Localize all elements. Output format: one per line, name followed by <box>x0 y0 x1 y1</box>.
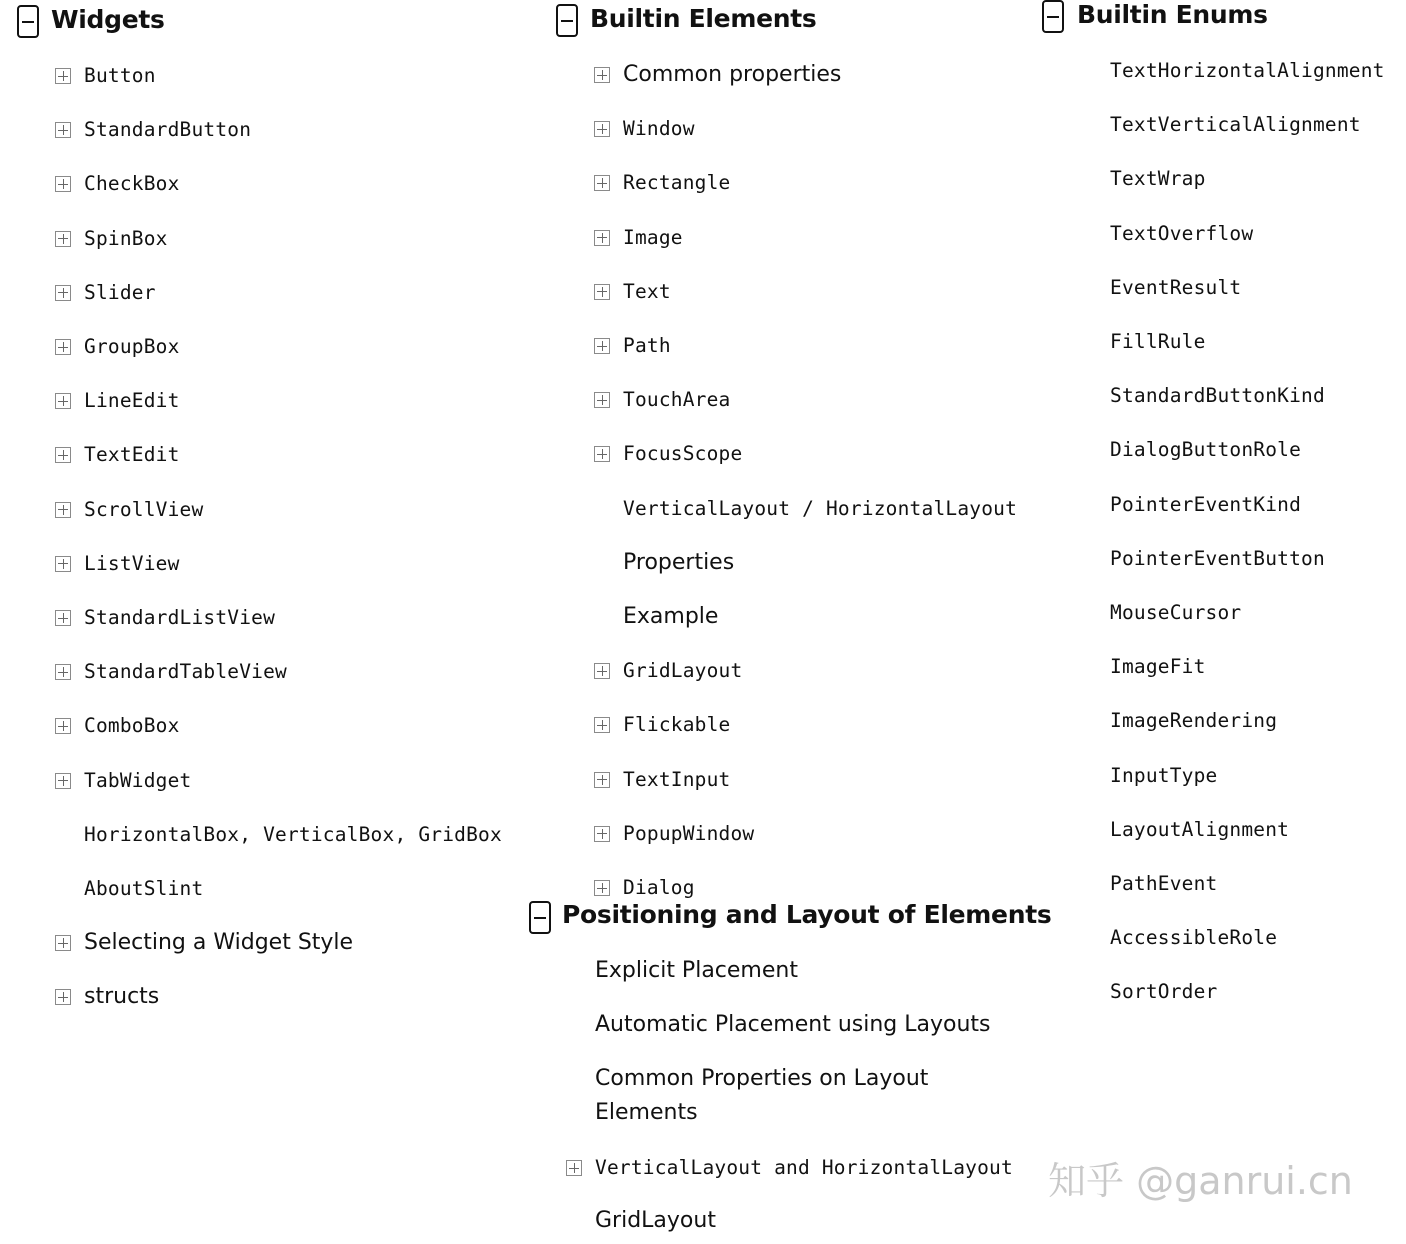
expand-plus-icon[interactable] <box>55 176 71 192</box>
list-item-label[interactable]: PointerEventButton <box>1110 546 1325 570</box>
list-item-label[interactable]: TextHorizontalAlignment <box>1110 59 1385 82</box>
expand-plus-icon[interactable] <box>594 826 610 842</box>
list-item-label[interactable]: HorizontalBox, VerticalBox, GridBox <box>84 822 502 846</box>
list-item-label[interactable]: TextVerticalAlignment <box>1110 113 1361 137</box>
list-item-label[interactable]: ListView <box>84 551 180 575</box>
expand-plus-icon[interactable] <box>55 447 71 463</box>
expand-plus-icon[interactable] <box>594 230 610 246</box>
list-item-label[interactable]: StandardButton <box>84 118 252 142</box>
list-item-label[interactable]: Slider <box>84 280 156 304</box>
expand-plus-icon[interactable] <box>594 175 610 191</box>
expand-plus-icon[interactable] <box>594 338 610 354</box>
list-item-label[interactable]: MouseCursor <box>1110 601 1242 624</box>
list-item-label[interactable]: TextWrap <box>1110 167 1206 191</box>
list-item-label[interactable]: TouchArea <box>623 388 731 412</box>
expand-plus-icon[interactable] <box>594 446 610 462</box>
list-item-label[interactable]: Common Properties on Layout <box>595 1066 929 1091</box>
list-item-label[interactable]: PopupWindow <box>623 821 755 845</box>
list-item-label[interactable]: StandardButtonKind <box>1110 384 1325 408</box>
list-item-label[interactable]: DialogButtonRole <box>1110 438 1302 462</box>
expand-plus-icon[interactable] <box>55 393 71 409</box>
builtin-enums-title: Builtin Enums <box>1077 0 1268 29</box>
list-item-label[interactable]: ComboBox <box>84 714 180 738</box>
list-item-label[interactable]: Explicit Placement <box>595 958 798 983</box>
list-item-label[interactable]: Path <box>623 334 671 357</box>
list-item-label[interactable]: LayoutAlignment <box>1110 817 1290 841</box>
list-item-label[interactable]: LineEdit <box>84 389 180 413</box>
list-item-label[interactable]: TextInput <box>623 767 731 791</box>
list-item-label[interactable]: AboutSlint <box>84 877 204 900</box>
expand-plus-icon[interactable] <box>55 556 71 572</box>
expand-plus-icon[interactable] <box>594 392 610 408</box>
list-item-label[interactable]: Elements <box>595 1100 698 1125</box>
list-item-label[interactable]: Common properties <box>623 62 842 87</box>
expand-plus-icon[interactable] <box>55 339 71 355</box>
list-item-label[interactable]: Rectangle <box>623 171 731 195</box>
list-item-label[interactable]: Properties <box>623 549 735 575</box>
list-item-label[interactable]: PointerEventKind <box>1110 492 1302 516</box>
list-item-label[interactable]: CheckBox <box>84 172 180 196</box>
list-item-label[interactable]: GridLayout <box>623 659 743 683</box>
positioning-title: Positioning and Layout of Elements <box>562 900 1052 929</box>
list-item-label[interactable]: StandardTableView <box>84 660 287 684</box>
list-item-label[interactable]: Image <box>623 225 683 249</box>
expand-plus-icon[interactable] <box>55 773 71 789</box>
list-item-label[interactable]: Example <box>623 604 719 629</box>
widgets-title: Widgets <box>51 5 165 34</box>
list-item-label[interactable]: AccessibleRole <box>1110 926 1278 950</box>
list-item-label[interactable]: GroupBox <box>84 335 180 358</box>
list-item-label[interactable]: Window <box>623 117 695 141</box>
expand-plus-icon[interactable] <box>55 502 71 518</box>
expand-plus-icon[interactable] <box>594 284 610 300</box>
list-item-label[interactable]: structs <box>84 984 160 1010</box>
list-item-label[interactable]: TabWidget <box>84 768 192 792</box>
list-item-label[interactable]: FocusScope <box>623 442 743 466</box>
list-item-label[interactable]: Dialog <box>623 876 695 899</box>
expand-plus-icon[interactable] <box>594 772 610 788</box>
list-item-label[interactable]: SpinBox <box>84 226 168 250</box>
list-item-label[interactable]: Automatic Placement using Layouts <box>595 1012 991 1037</box>
collapse-icon[interactable] <box>556 4 578 37</box>
list-item-label[interactable]: ImageRendering <box>1110 709 1278 733</box>
list-item-label[interactable]: Button <box>84 64 156 87</box>
expand-plus-icon[interactable] <box>594 880 610 896</box>
list-item-label[interactable]: TextEdit <box>84 443 180 467</box>
list-item-label[interactable]: VerticalLayout and HorizontalLayout <box>595 1156 1013 1179</box>
list-item-label[interactable]: ImageFit <box>1110 655 1206 679</box>
expand-plus-icon[interactable] <box>594 663 610 679</box>
list-item-label[interactable]: TextOverflow <box>1110 221 1254 245</box>
list-item-label[interactable]: SortOrder <box>1110 980 1218 1004</box>
list-item-label[interactable]: PathEvent <box>1110 872 1218 895</box>
list-item-label[interactable]: Selecting a Widget Style <box>84 930 354 956</box>
expand-plus-icon[interactable] <box>594 121 610 137</box>
expand-plus-icon[interactable] <box>55 285 71 301</box>
expand-plus-icon[interactable] <box>55 68 71 84</box>
expand-plus-icon[interactable] <box>594 67 610 83</box>
list-item-label[interactable]: VerticalLayout / HorizontalLayout <box>623 496 1018 520</box>
list-item-label[interactable]: InputType <box>1110 763 1218 787</box>
expand-plus-icon[interactable] <box>55 935 71 951</box>
list-item-label[interactable]: FillRule <box>1110 330 1206 353</box>
builtin-elements-title: Builtin Elements <box>590 4 817 33</box>
collapse-icon[interactable] <box>1042 0 1064 33</box>
expand-plus-icon[interactable] <box>55 610 71 626</box>
list-item-label[interactable]: Text <box>623 279 671 303</box>
expand-plus-icon[interactable] <box>55 664 71 680</box>
expand-plus-icon[interactable] <box>55 718 71 734</box>
expand-plus-icon[interactable] <box>55 122 71 138</box>
list-item-label[interactable]: ScrollView <box>84 497 204 521</box>
list-item-label[interactable]: GridLayout <box>595 1208 716 1233</box>
list-item-label[interactable]: EventResult <box>1110 275 1242 299</box>
watermark: 知乎 @ganrui.cn <box>1048 1159 1353 1203</box>
expand-plus-icon[interactable] <box>55 989 71 1005</box>
expand-plus-icon[interactable] <box>55 231 71 247</box>
expand-plus-icon[interactable] <box>594 717 610 733</box>
list-item-label[interactable]: StandardListView <box>84 606 276 629</box>
collapse-icon[interactable] <box>17 5 39 38</box>
list-item-label[interactable]: Flickable <box>623 713 731 737</box>
collapse-icon[interactable] <box>529 901 551 934</box>
expand-plus-icon[interactable] <box>566 1160 582 1176</box>
